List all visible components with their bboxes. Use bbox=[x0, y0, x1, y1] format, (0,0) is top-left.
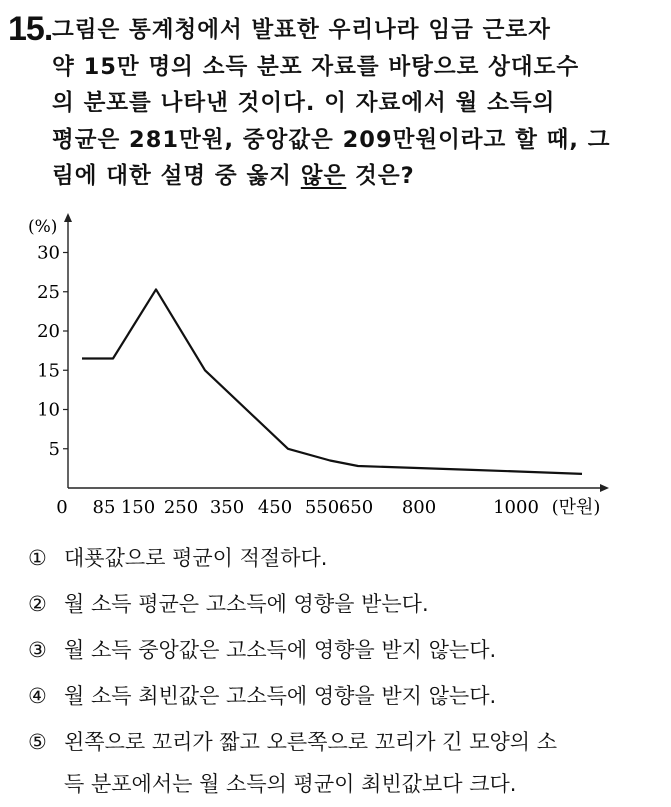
y-tick-label-25: 25 bbox=[37, 281, 60, 303]
choice-4[interactable] bbox=[28, 673, 648, 719]
x-tick-label-250: 250 bbox=[163, 497, 199, 518]
choice-1-text: 대푯값으로 평균이 적절하다. bbox=[64, 546, 328, 570]
y-axis-arrow bbox=[64, 213, 72, 222]
question-text bbox=[52, 12, 652, 195]
x-tick-label-800: 800 bbox=[401, 497, 437, 518]
question-line-4: 평균은 281만원, 중앙값은 209만원이라고 할 때, 그 bbox=[52, 126, 611, 153]
question-line-3: 의 분포를 나타낸 것이다. 이 자료에서 월 소득의 bbox=[52, 90, 556, 116]
y-axis-label: (%) bbox=[28, 217, 58, 237]
x-tick-label-350: 350 bbox=[209, 497, 245, 518]
question-number: 15. bbox=[8, 10, 53, 48]
question-line-5-a: 림에 대한 설명 중 옳지 bbox=[52, 163, 301, 189]
question-line-5 bbox=[52, 158, 652, 195]
income-distribution-chart bbox=[0, 200, 671, 530]
choice-1-mark: ① bbox=[28, 546, 47, 570]
x-axis-arrow bbox=[600, 484, 609, 492]
choice-2[interactable] bbox=[28, 581, 648, 627]
x-tick-label-0: 0 bbox=[56, 497, 68, 518]
question-line-5-b: 것은? bbox=[346, 163, 415, 189]
x-tick-label-550: 550 bbox=[304, 497, 340, 518]
question-line-1: 그림은 통계청에서 발표한 우리나라 임금 근로자 bbox=[52, 17, 551, 43]
x-axis-label: (만원) bbox=[551, 497, 601, 518]
choice-2-mark: ② bbox=[28, 592, 47, 616]
choice-5[interactable] bbox=[28, 723, 648, 803]
y-tick-label-15: 15 bbox=[37, 360, 60, 382]
x-tick-label-450: 450 bbox=[257, 497, 293, 518]
answer-choices bbox=[28, 535, 648, 803]
y-tick-label-10: 10 bbox=[37, 399, 60, 421]
underlined-word: 않은 bbox=[300, 163, 347, 189]
y-tick-label-30: 30 bbox=[37, 242, 60, 264]
x-tick-label-85: 85 bbox=[92, 497, 116, 518]
choice-4-text: 월 소득 최빈값은 고소득에 영향을 받지 않는다. bbox=[64, 684, 497, 708]
y-tick-label-5: 5 bbox=[48, 438, 60, 460]
choice-5-mark: ⑤ bbox=[28, 730, 47, 754]
choice-3-text: 월 소득 중앙값은 고소득에 영향을 받지 않는다. bbox=[64, 638, 497, 662]
series-line bbox=[82, 289, 582, 474]
x-tick-label-1000: 1000 bbox=[493, 497, 539, 518]
x-tick-label-150: 150 bbox=[120, 497, 156, 518]
question-line-2: 약 15만 명의 소득 분포 자료를 바탕으로 상대도수 bbox=[52, 53, 580, 80]
choice-5-text: 왼쪽으로 꼬리가 짧고 오른쪽으로 꼬리가 긴 모양의 소 bbox=[64, 730, 558, 754]
y-tick-label-20: 20 bbox=[37, 321, 60, 342]
choice-4-mark: ④ bbox=[28, 684, 47, 708]
choice-1[interactable] bbox=[28, 535, 648, 581]
choice-3[interactable] bbox=[28, 627, 648, 673]
choice-2-text: 월 소득 평균은 고소득에 영향을 받는다. bbox=[64, 592, 429, 616]
choice-3-mark: ③ bbox=[28, 638, 47, 662]
choice-5-text-cont: 득 분포에서는 월 소득의 평균이 최빈값보다 크다. bbox=[64, 772, 517, 796]
x-tick-label-650: 650 bbox=[338, 497, 374, 518]
